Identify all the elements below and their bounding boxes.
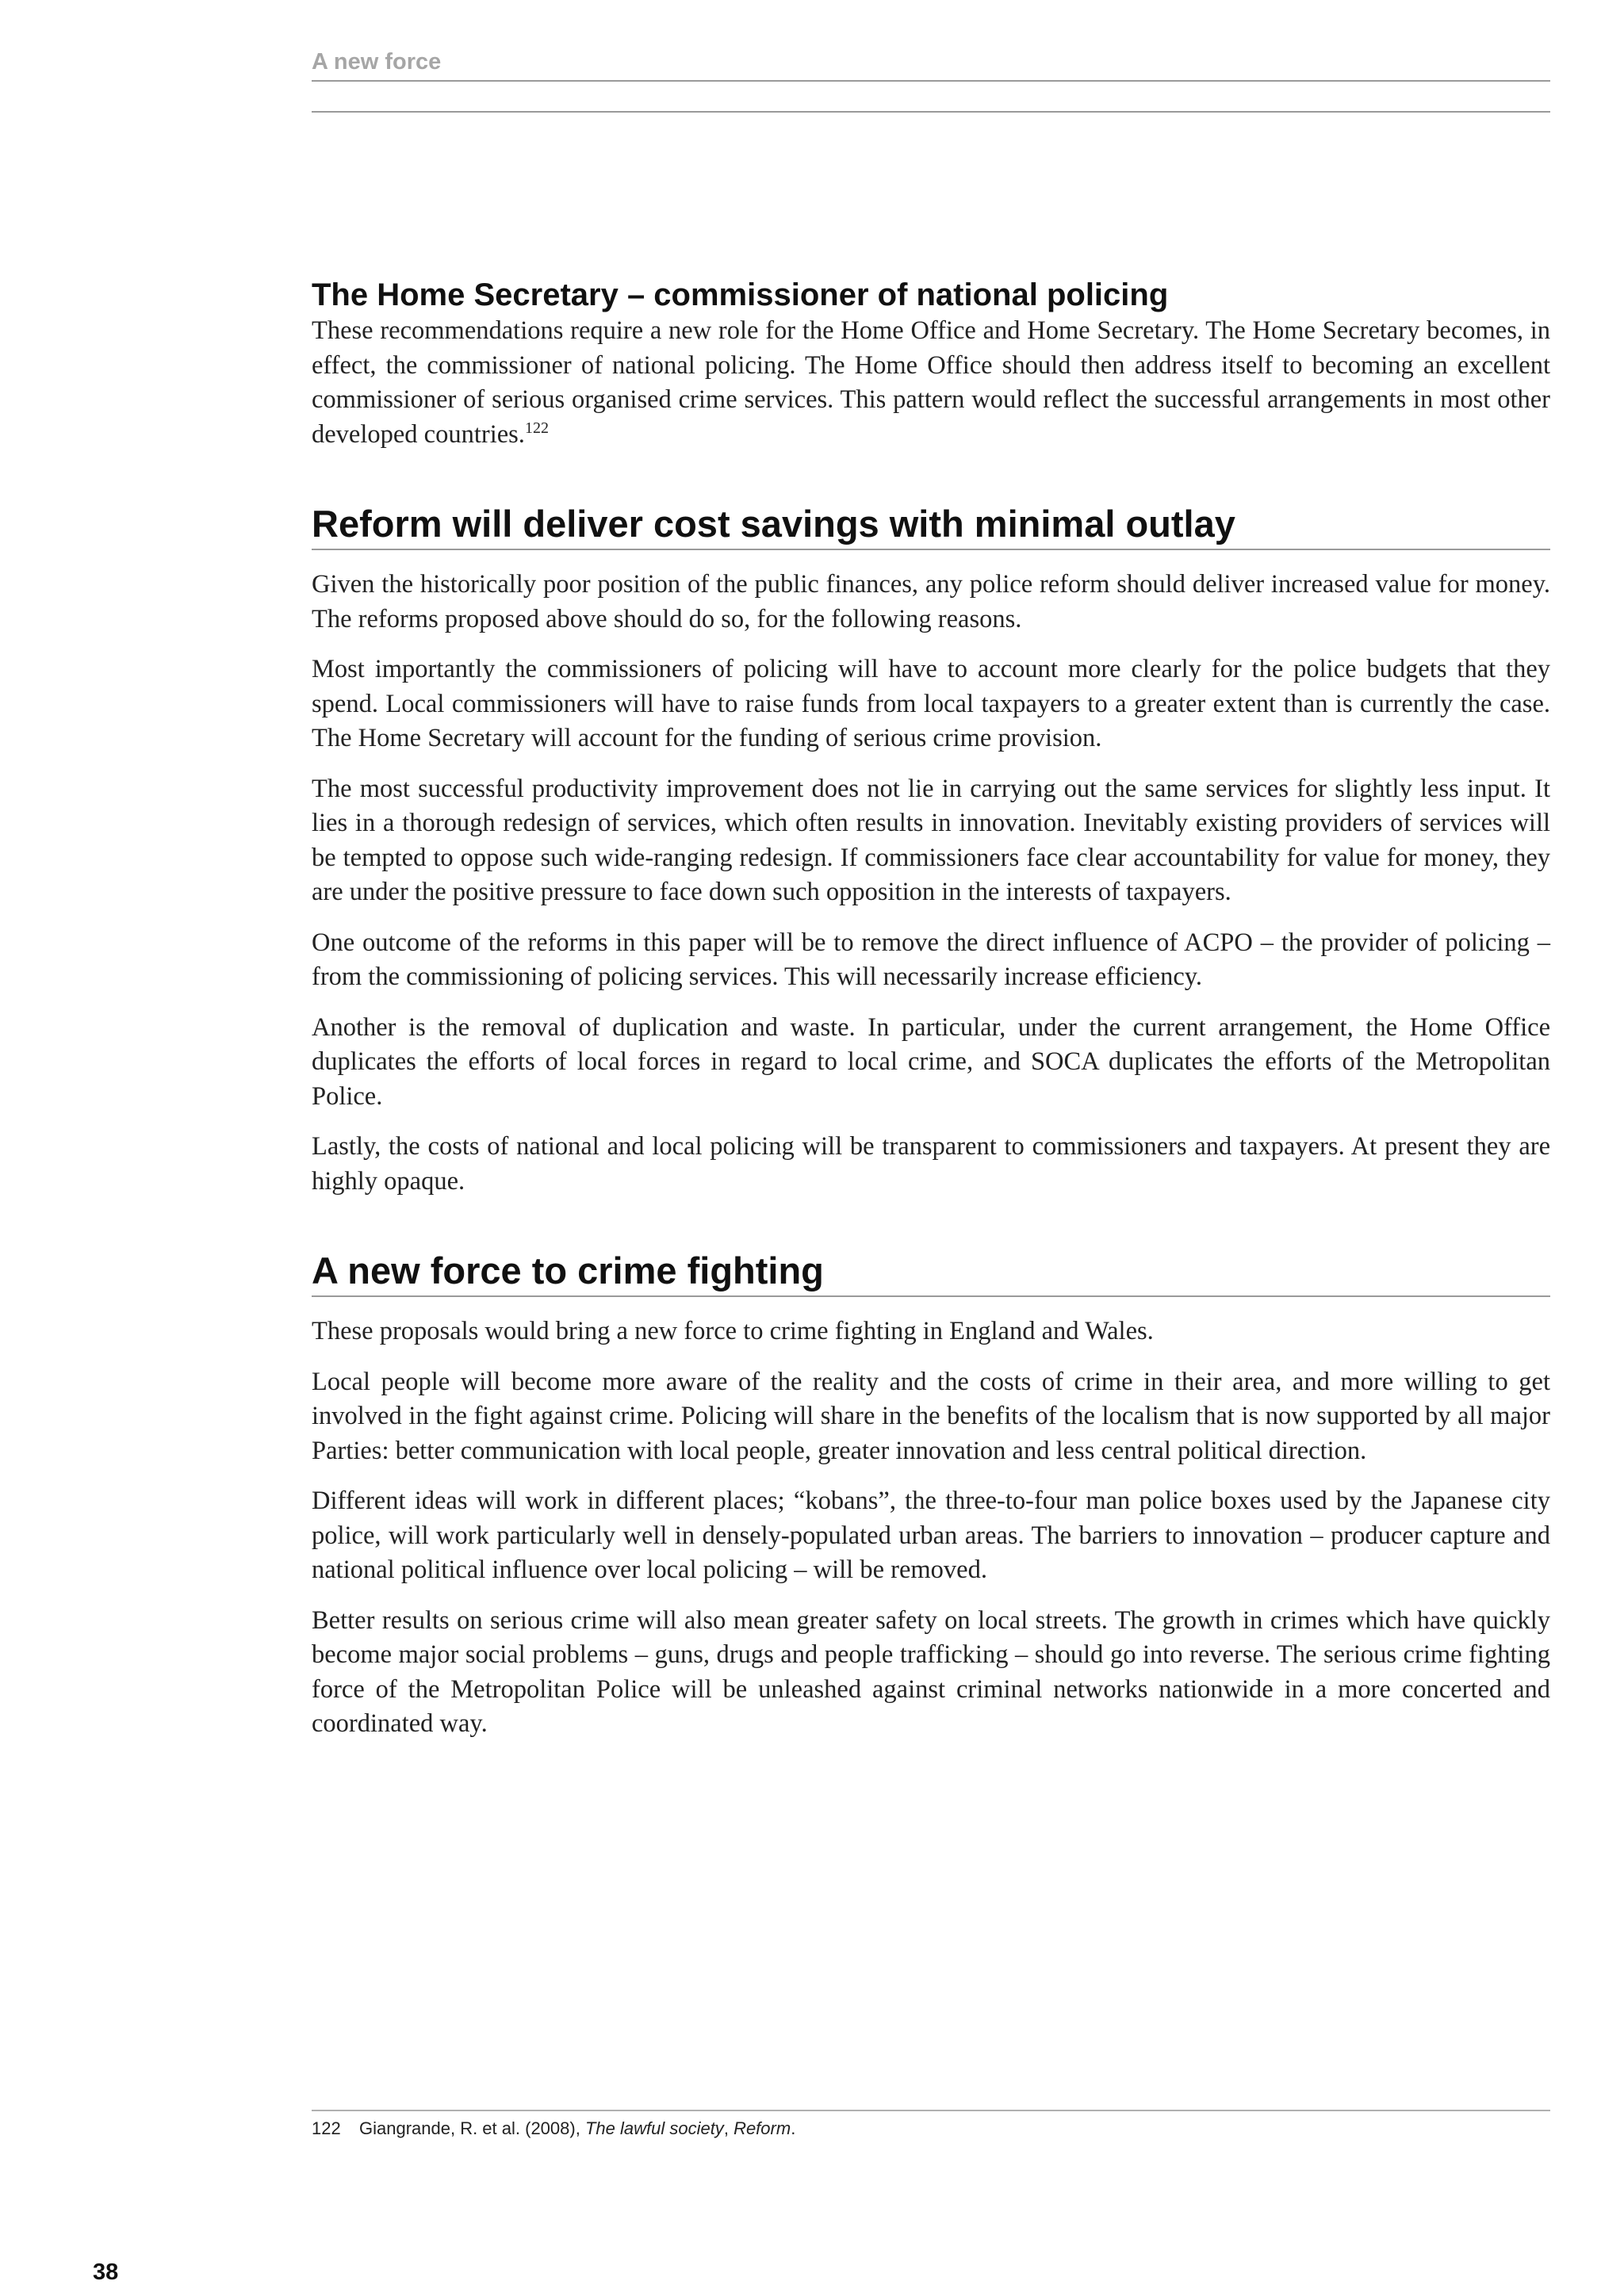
section-heading-reform: Reform will deliver cost savings with minimal outlay <box>312 501 1550 550</box>
paragraph: One outcome of the reforms in this paper will be to remove the direct influence of ACPO – the provider of policing – from the commissioning of policing services. This will necessarily increase efficiency. <box>312 928 1550 991</box>
main-content <box>312 276 1550 1742</box>
paragraph: Local people will become more aware of the reality and the costs of crime in their area, and more willing to get involved in the fight against crime. Policing will share in the benefits of the localism that is now supported by all major Parties: better communication with local people, greater innovation and less central political direction. <box>312 1367 1550 1465</box>
paragraph-home-secretary <box>312 314 1550 452</box>
paragraph: Different ideas will work in different places; “kobans”, the three-to-four man police boxes used by the Japanese city police, will work particularly well in densely-populated urban areas. The barriers to innovation – producer capture and national political influence over local policing – will be removed. <box>312 1487 1550 1584</box>
subsection-heading-home-secretary: The Home Secretary – commissioner of national policing <box>312 277 1169 312</box>
page-number: 38 <box>93 2260 119 2285</box>
paragraph: Given the historically poor position of the public finances, any police reform should deliver increased value for money. The reforms proposed above should do so, for the following reasons. <box>312 570 1550 633</box>
paragraph: The most successful productivity improvement does not lie in carrying out the same services for slightly less input. It lies in a thorough redesign of services, which often results in innovation. Inevitably existing providers of services will be tempted to oppose such wide-ranging redesign. If commissioners face clear accountability for value for money, they are under the positive pressure to face down such opposition in the interests of taxpayers. <box>312 774 1550 906</box>
section-heading-new-force: A new force to crime fighting <box>312 1248 1550 1297</box>
paragraph: Lastly, the costs of national and local policing will be transparent to commissioners and taxpayers. At present they are highly opaque. <box>312 1132 1550 1196</box>
footnote-number: 122 <box>312 2118 341 2138</box>
paragraph: Better results on serious crime will also mean greater safety on local streets. The growth in crimes which have quickly become major social problems – guns, drugs and people trafficking – should go into reverse. The serious crime fighting force of the Metropolitan Police will be unleashed against criminal networks nationwide in a more concerted and coordinated way. <box>312 1605 1550 1738</box>
footnote-end: . <box>791 2118 796 2138</box>
footnote-rule <box>312 2110 1550 2111</box>
running-head-title: A new force <box>312 49 442 75</box>
footnote <box>312 2118 1550 2139</box>
paragraph: These proposals would bring a new force to crime fighting in England and Wales. <box>312 1317 1154 1345</box>
footnote-reference[interactable]: 122 <box>524 419 549 437</box>
paragraph: Most importantly the commissioners of policing will have to account more clearly for the police budgets that they spend. Local commissioners will have to raise funds from local taxpayers to a greater extent than is currently the case. The Home Secretary will account for the funding of serious crime provision. <box>312 655 1550 752</box>
paragraph: Another is the removal of duplication and waste. In particular, under the current arrangement, the Home Office duplicates the efforts of local forces in regard to local crime, and SOCA duplicates the efforts of the Metropolitan Police. <box>312 1012 1550 1111</box>
footnote-separator: , <box>723 2118 729 2138</box>
header-rule-bottom <box>312 111 1550 113</box>
footnote-authors: Giangrande, R. et al. (2008), <box>359 2118 580 2138</box>
header-rule-top <box>312 80 1550 82</box>
footnote-publisher: Reform <box>733 2118 791 2138</box>
footnote-title: The lawful society <box>584 2118 724 2138</box>
paragraph-home-secretary-text: These recommendations require a new role for the Home Office and Home Secretary. The Home Secretary becomes, in effect, the commissioner of national policing. The Home Office should then address itself to becoming an excellent commissioner of serious organised crime services. This pattern would reflect the successful arrangements in most other developed countries. <box>312 316 1550 449</box>
